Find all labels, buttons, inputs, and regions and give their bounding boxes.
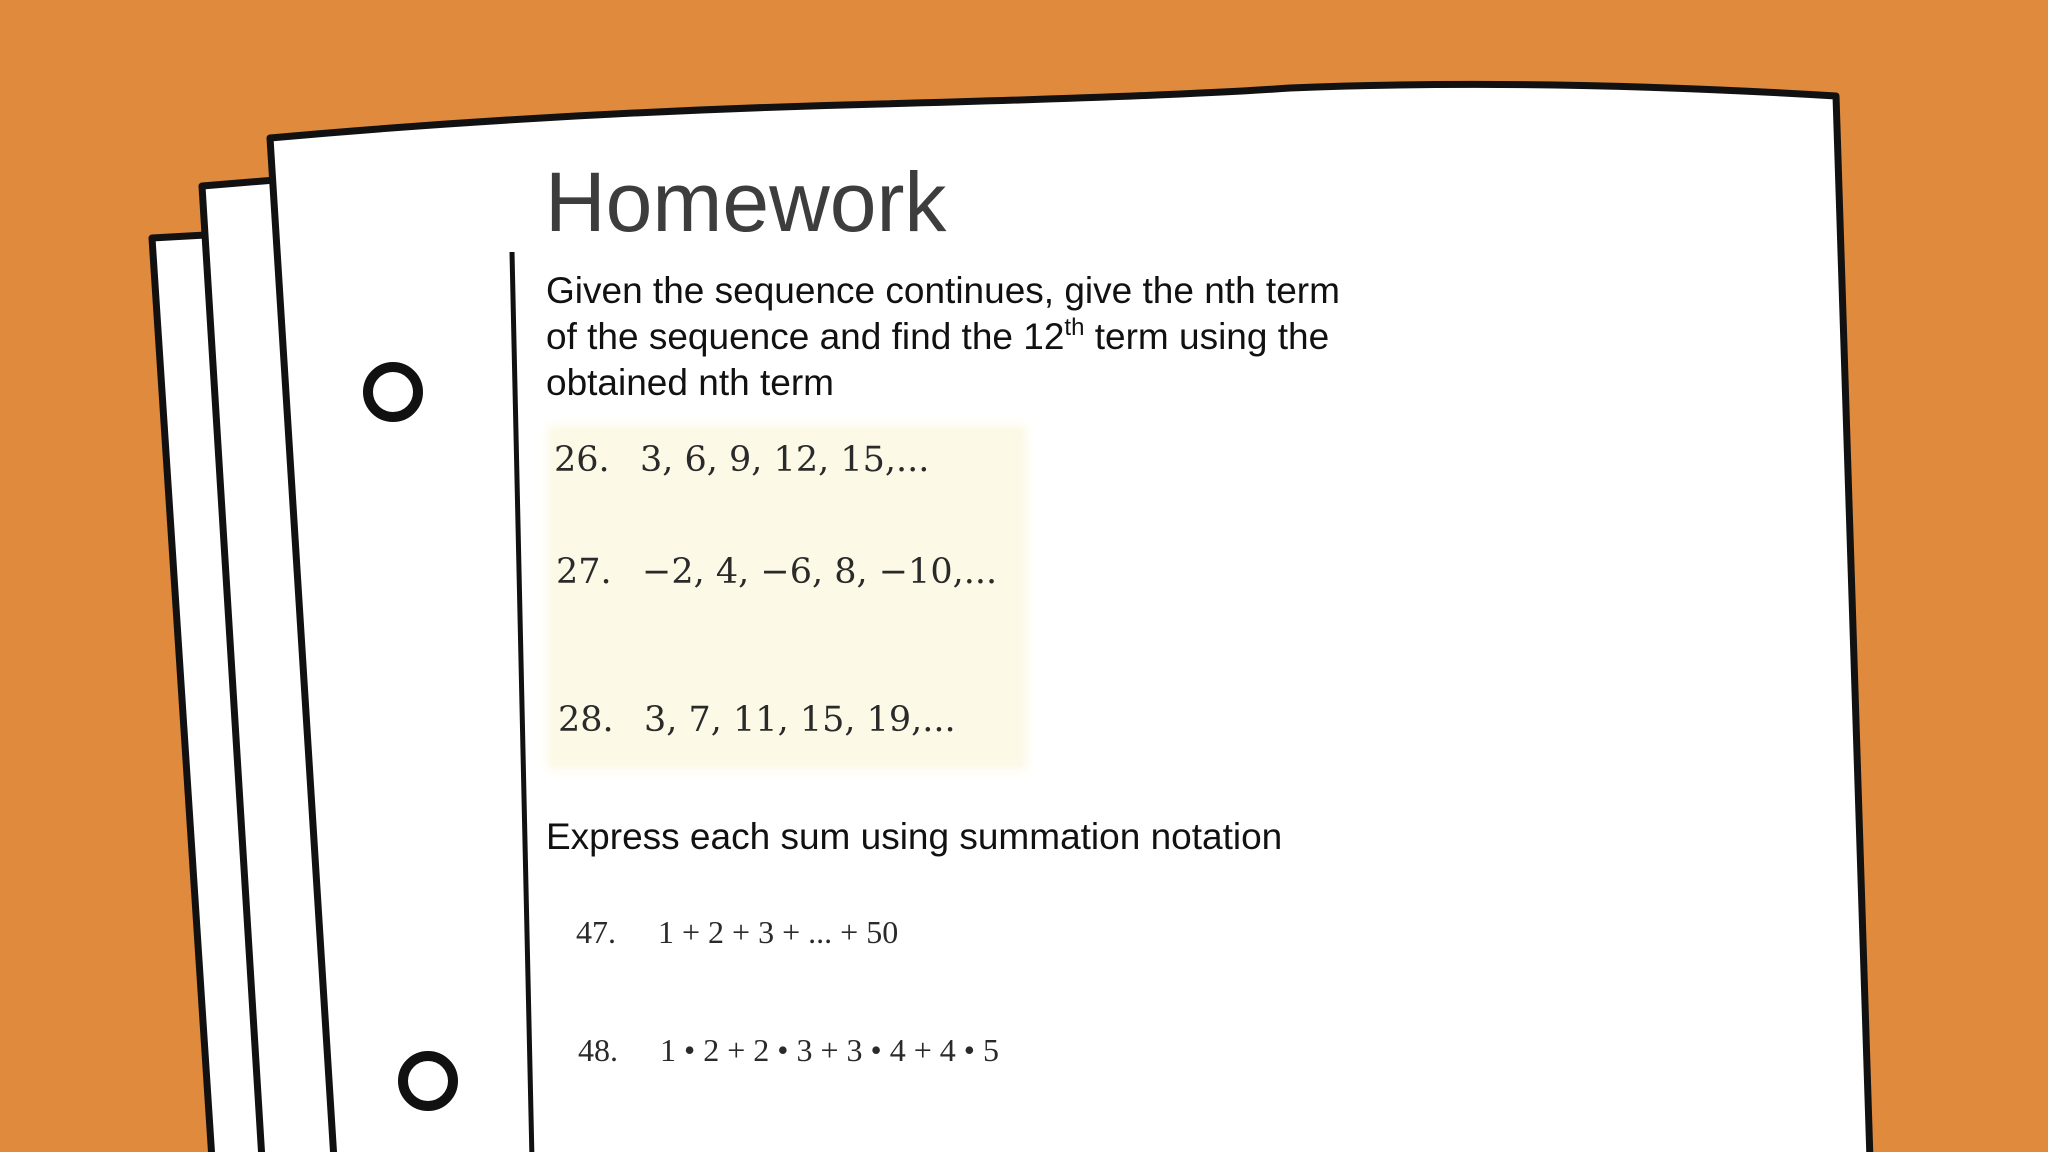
sequence-problem-26 <box>554 440 929 480</box>
problem-expression: 3, 6, 9, 12, 15,... <box>640 440 930 480</box>
summation-problem-47 <box>576 914 898 951</box>
summation-heading: Express each sum using summation notation <box>546 816 1283 857</box>
problem-expression: 3, 7, 11, 15, 19,... <box>644 700 956 740</box>
problem-expression: 1 + 2 + 3 + ... + 50 <box>658 914 899 950</box>
superscript-th: th <box>1064 314 1085 341</box>
sequence-instructions <box>546 268 1346 406</box>
binder-hole-top <box>368 367 418 417</box>
binder-hole-bottom <box>403 1056 453 1106</box>
scanned-sequence-problems <box>552 430 1022 765</box>
problem-expression: −2, 4, −6, 8, −10,... <box>642 552 998 592</box>
problem-number: 48. <box>578 1032 618 1068</box>
problem-number: 28. <box>558 700 614 740</box>
sequence-problem-28 <box>558 700 956 740</box>
problem-expression: 1 • 2 + 2 • 3 + 3 • 4 + 4 • 5 <box>660 1032 999 1068</box>
summation-problem-48 <box>578 1032 999 1069</box>
problem-number: 47. <box>576 914 616 950</box>
instructions-text: Given the sequence continues, give the nth term of the sequence and find the 12 <box>546 270 1340 357</box>
instructions-text-end: term using the obtained nth term <box>546 316 1330 403</box>
front-paper-sheet <box>270 84 1870 1152</box>
problem-number: 26. <box>554 440 610 480</box>
problem-number: 27. <box>556 552 612 592</box>
page-title: Homework <box>545 155 947 249</box>
sequence-problem-27 <box>556 552 997 592</box>
